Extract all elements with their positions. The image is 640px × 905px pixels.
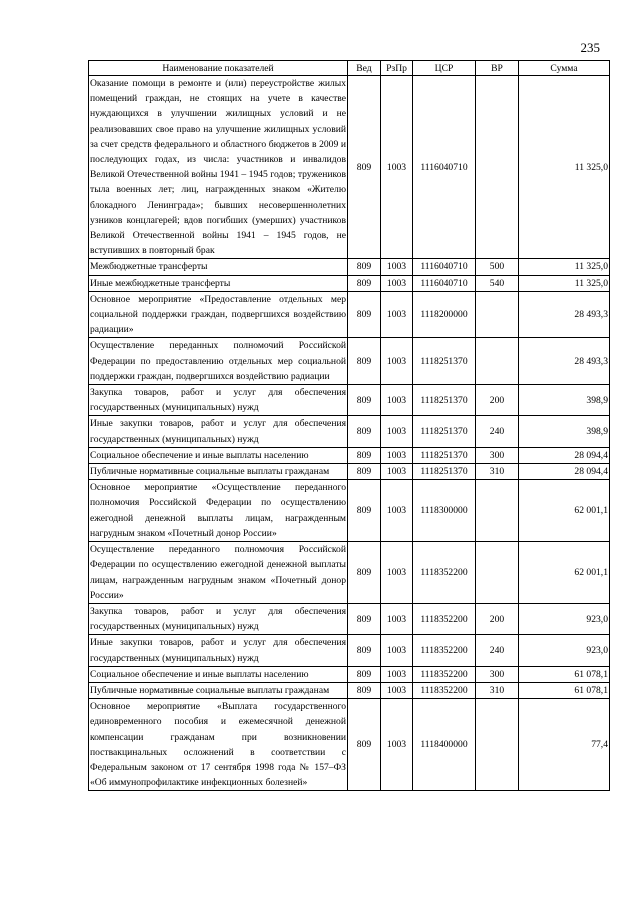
- row-ved: 809: [348, 699, 381, 791]
- row-csr: 1118251370: [413, 416, 476, 447]
- row-sum: 61 078,1: [519, 666, 610, 682]
- row-csr: 1116040710: [413, 275, 476, 291]
- row-csr: 1118352200: [413, 542, 476, 604]
- header-ved: Вед: [348, 61, 381, 76]
- header-sum: Сумма: [519, 61, 610, 76]
- row-name: Межбюджетные трансферты: [89, 259, 348, 275]
- row-name: Основное мероприятие «Предоставление отдельных мер социальной поддержки граждан, подвергшихся воздействию радиации»: [89, 291, 348, 338]
- row-sum: 398,9: [519, 416, 610, 447]
- row-sum: 11 325,0: [519, 275, 610, 291]
- row-vr: 310: [476, 682, 519, 698]
- row-vr: 300: [476, 666, 519, 682]
- budget-table: [88, 60, 610, 791]
- row-ved: 809: [348, 682, 381, 698]
- header-csr: ЦСР: [413, 61, 476, 76]
- row-ved: 809: [348, 416, 381, 447]
- row-vr: 500: [476, 259, 519, 275]
- row-rzpr: 1003: [381, 447, 413, 463]
- row-ved: 809: [348, 603, 381, 634]
- row-rzpr: 1003: [381, 416, 413, 447]
- table-row: [89, 76, 610, 259]
- row-csr: 1118352200: [413, 682, 476, 698]
- row-ved: 809: [348, 542, 381, 604]
- row-name: Публичные нормативные социальные выплаты гражданам: [89, 464, 348, 480]
- row-vr: 310: [476, 464, 519, 480]
- row-name: Осуществление переданных полномочий Российской Федерации по предоставлению отдельных мер социальной поддержки граждан, подвергшихся воздействию радиации: [89, 338, 348, 385]
- row-ved: 809: [348, 464, 381, 480]
- table-row: [89, 291, 610, 338]
- row-ved: 809: [348, 447, 381, 463]
- row-ved: 809: [348, 385, 381, 416]
- row-rzpr: 1003: [381, 275, 413, 291]
- row-rzpr: 1003: [381, 542, 413, 604]
- row-sum: 11 325,0: [519, 76, 610, 259]
- row-csr: 1118251370: [413, 385, 476, 416]
- row-rzpr: 1003: [381, 699, 413, 791]
- row-rzpr: 1003: [381, 76, 413, 259]
- header-vr: ВР: [476, 61, 519, 76]
- row-name: Иные закупки товаров, работ и услуг для обеспечения государственных (муниципальных) нужд: [89, 416, 348, 447]
- row-vr: 200: [476, 385, 519, 416]
- table-header-row: [89, 61, 610, 76]
- row-sum: 62 001,1: [519, 542, 610, 604]
- row-name: Основное мероприятие «Осуществление переданного полномочия Российской Федерации по осуществлению ежегодной денежной выплаты лицам, награжденным нагрудным знаком «Почетный донор России»: [89, 480, 348, 542]
- row-ved: 809: [348, 338, 381, 385]
- table-row: [89, 699, 610, 791]
- row-vr: [476, 338, 519, 385]
- row-csr: 1118251370: [413, 464, 476, 480]
- row-sum: 62 001,1: [519, 480, 610, 542]
- page-number: 235: [580, 40, 600, 55]
- row-vr: 200: [476, 603, 519, 634]
- row-name: Закупка товаров, работ и услуг для обеспечения государственных (муниципальных) нужд: [89, 603, 348, 634]
- row-sum: 923,0: [519, 635, 610, 666]
- row-csr: 1118251370: [413, 338, 476, 385]
- row-sum: 11 325,0: [519, 259, 610, 275]
- row-rzpr: 1003: [381, 259, 413, 275]
- row-csr: 1116040710: [413, 76, 476, 259]
- row-name: Осуществление переданного полномочия Российской Федерации по осуществлению ежегодной денежной выплаты лицам, награжденным нагрудным знаком «Почетный донор России»: [89, 542, 348, 604]
- row-rzpr: 1003: [381, 291, 413, 338]
- row-sum: 923,0: [519, 603, 610, 634]
- row-csr: 1116040710: [413, 259, 476, 275]
- table-row: [89, 666, 610, 682]
- row-name: Основное мероприятие «Выплата государственного единовременного пособия и ежемесячной денежной компенсации гражданам при возникновении поствакцинальных осложнений в соответствии с Федеральным законом от 17 сентября 1998 года № 157–ФЗ «Об иммунопрофилактике инфекционных болезней»: [89, 699, 348, 791]
- table-row: [89, 480, 610, 542]
- row-rzpr: 1003: [381, 682, 413, 698]
- row-name: Иные межбюджетные трансферты: [89, 275, 348, 291]
- row-sum: 28 094,4: [519, 447, 610, 463]
- row-rzpr: 1003: [381, 338, 413, 385]
- row-rzpr: 1003: [381, 635, 413, 666]
- table-row: [89, 275, 610, 291]
- row-rzpr: 1003: [381, 603, 413, 634]
- row-sum: 398,9: [519, 385, 610, 416]
- row-vr: 240: [476, 416, 519, 447]
- row-rzpr: 1003: [381, 464, 413, 480]
- row-name: Оказание помощи в ремонте и (или) переустройстве жилых помещений граждан, не стоящих на учете в качестве нуждающихся в улучшении жилищных условий и не реализовавших свое право на улучшение жилищных условий за счет средств федерального и областного бюджетов в 2009 и последующих годах, из числа: участников и инвалидов Великой Отечественной войны 1941 – 1945 годов; тружеников тыла военных лет; лиц, награжденных знаком «Жителю блокадного Ленинграда»; бывших несовершеннолетних узников концлагерей; вдов погибших (умерших) участников Великой Отечественной войны 1941 – 1945 годов, не вступивших в повторный брак: [89, 76, 348, 259]
- row-csr: 1118352200: [413, 603, 476, 634]
- row-vr: [476, 699, 519, 791]
- table-row: [89, 635, 610, 666]
- row-csr: 1118251370: [413, 447, 476, 463]
- row-ved: 809: [348, 666, 381, 682]
- row-ved: 809: [348, 480, 381, 542]
- row-csr: 1118200000: [413, 291, 476, 338]
- row-name: Социальное обеспечение и иные выплаты населению: [89, 666, 348, 682]
- row-sum: 28 094,4: [519, 464, 610, 480]
- table-row: [89, 603, 610, 634]
- table-row: [89, 385, 610, 416]
- row-sum: 28 493,3: [519, 338, 610, 385]
- row-rzpr: 1003: [381, 385, 413, 416]
- row-name: Иные закупки товаров, работ и услуг для обеспечения государственных (муниципальных) нужд: [89, 635, 348, 666]
- table-row: [89, 447, 610, 463]
- row-ved: 809: [348, 275, 381, 291]
- row-csr: 1118400000: [413, 699, 476, 791]
- row-sum: 61 078,1: [519, 682, 610, 698]
- row-rzpr: 1003: [381, 480, 413, 542]
- row-ved: 809: [348, 259, 381, 275]
- table-row: [89, 682, 610, 698]
- row-vr: [476, 76, 519, 259]
- row-ved: 809: [348, 291, 381, 338]
- table-row: [89, 542, 610, 604]
- row-vr: 240: [476, 635, 519, 666]
- header-rzpr: РзПр: [381, 61, 413, 76]
- table-row: [89, 259, 610, 275]
- row-vr: [476, 291, 519, 338]
- row-name: Социальное обеспечение и иные выплаты населению: [89, 447, 348, 463]
- row-vr: 300: [476, 447, 519, 463]
- row-ved: 809: [348, 635, 381, 666]
- row-vr: [476, 480, 519, 542]
- row-csr: 1118352200: [413, 666, 476, 682]
- table-row: [89, 416, 610, 447]
- row-vr: [476, 542, 519, 604]
- row-sum: 77,4: [519, 699, 610, 791]
- row-sum: 28 493,3: [519, 291, 610, 338]
- header-name: Наименование показателей: [89, 61, 348, 76]
- table-row: [89, 464, 610, 480]
- row-rzpr: 1003: [381, 666, 413, 682]
- row-name: Закупка товаров, работ и услуг для обеспечения государственных (муниципальных) нужд: [89, 385, 348, 416]
- row-ved: 809: [348, 76, 381, 259]
- row-vr: 540: [476, 275, 519, 291]
- row-csr: 1118352200: [413, 635, 476, 666]
- row-name: Публичные нормативные социальные выплаты гражданам: [89, 682, 348, 698]
- table-row: [89, 338, 610, 385]
- row-csr: 1118300000: [413, 480, 476, 542]
